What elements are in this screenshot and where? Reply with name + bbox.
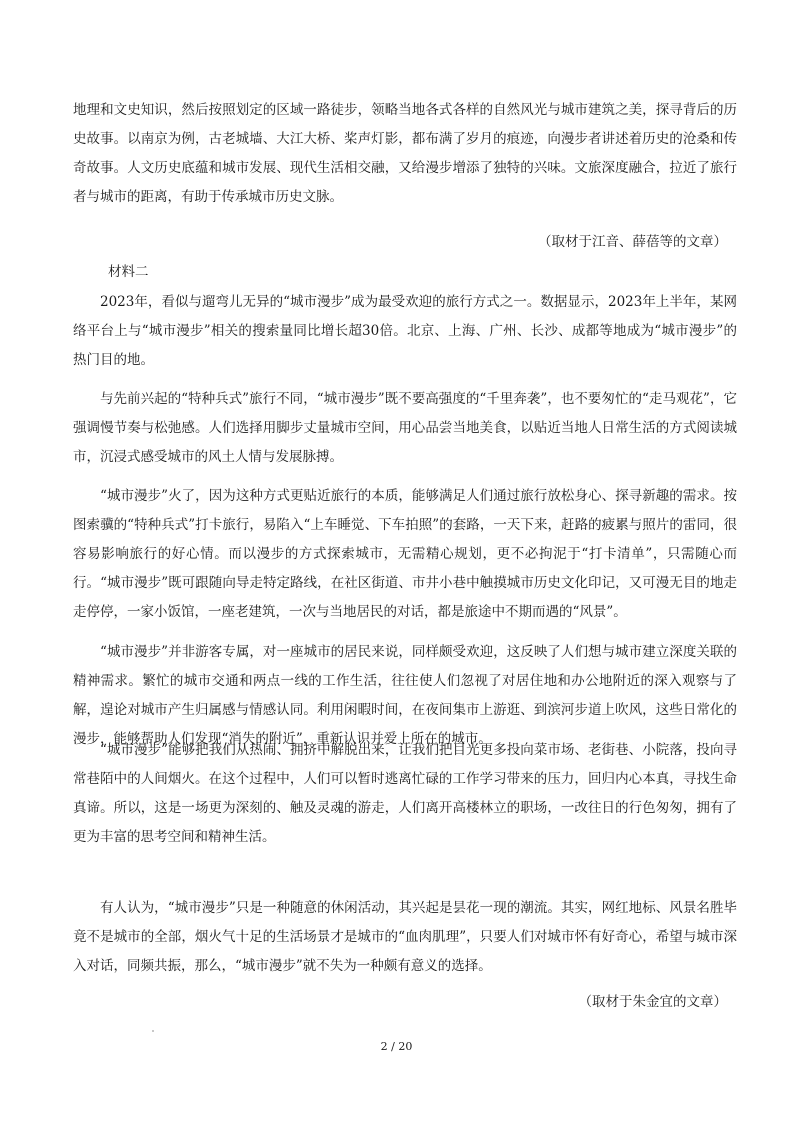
source-citation-1: （取材于江音、薛蓓等的文章） [538,234,727,250]
section-heading-material-2: 材料二 [108,264,149,280]
paragraph-4: “城市漫步”并非游客专属，对一座城市的居民来说，同样颇受欢迎，这反映了人们想与城市建立深度关联的精神需求。繁忙的城市交通和两点一线的工作生活，往往使人们忽视了对居住地和办公地附近的深入观察与了解，遑论对城市产生归属感与情感认同。利用闲暇时间，在夜间集市上游逛、到滨河步道上吹风，这些日常化的漫步，能够帮助人们发现“消失的附近”，重新认识并爱上所在的城市。 [73,644,737,747]
scan-dot [152,1030,154,1032]
paragraph-1: 2023年，看似与遛弯儿无异的“城市漫步”成为最受欢迎的旅行方式之一。数据显示，2023年上半年，某网络平台上与“城市漫步”相关的搜索量同比增长超30倍。北京、上海、广州、长沙、成都等地成为“城市漫步”的热门目的地。 [73,294,737,368]
paragraph-continued: 地理和文史知识，然后按照划定的区域一路徒步，领略当地各式各样的自然风光与城市建筑之美，探寻背后的历史故事。以南京为例，古老城墙、大江大桥、桨声灯影，都布满了岁月的痕迹，向漫步者讲述着历史的沧桑和传奇故事。人文历史底蕴和城市发展、现代生活相交融，又给漫步增添了独特的兴味。文旅深度融合，拉近了旅行者与城市的距离，有助于传承城市历史文脉。 [73,102,737,205]
paragraph-3: “城市漫步”火了，因为这种方式更贴近旅行的本质，能够满足人们通过旅行放松身心、探寻新趣的需求。按图索骥的“特种兵式”打卡旅行，易陷入“上车睡觉、下车拍照”的套路，一天下来，赶路的疲累与照片的雷同，很容易影响旅行的好心情。而以漫步的方式探索城市，无需精心规划，更不必拘泥于“打卡清单”，只需随心而行。“城市漫步”既可跟随向导走特定路线，在社区街道、市井小巷中触摸城市历史文化印记，又可漫无目的地走走停停，一家小饭馆，一座老建筑，一次与当地居民的对话，都是旅途中不期而遇的“风景”。 [73,488,737,620]
paragraph-5: “城市漫步”能够把我们从热闹、拥挤中解脱出来，让我们把目光更多投向菜市场、老街巷、小院落，投向寻常巷陌中的人间烟火。在这个过程中，人们可以暂时逃离忙碌的工作学习带来的压力，回归内心本真，寻找生命真谛。所以，这是一场更为深刻的、触及灵魂的游走，人们离开高楼林立的职场，一改往日的行色匆匆，拥有了更为丰富的思考空间和精神生活。 [73,742,737,845]
paragraph-6: 有人认为，“城市漫步”只是一种随意的休闲活动，其兴起是昙花一现的潮流。其实，网红地标、风景名胜毕竟不是城市的全部，烟火气十足的生活场景才是城市的“血肉肌理”，只要人们对城市怀有好奇心，希望与城市深入对话，同频共振，那么，“城市漫步”就不失为一种颇有意义的选择。 [73,900,737,974]
page-number: 2 / 20 [380,1040,413,1053]
paragraph-2: 与先前兴起的“特种兵式”旅行不同，“城市漫步”既不要高强度的“千里奔袭”，也不要匆忙的“走马观花”，它强调慢节奏与松弛感。人们选择用脚步丈量城市空间，用心品尝当地美食，以贴近当地人日常生活的方式阅读城市，沉浸式感受城市的风土人情与发展脉搏。 [73,391,737,465]
source-citation-2: （取材于朱金宜的文章） [578,994,727,1010]
